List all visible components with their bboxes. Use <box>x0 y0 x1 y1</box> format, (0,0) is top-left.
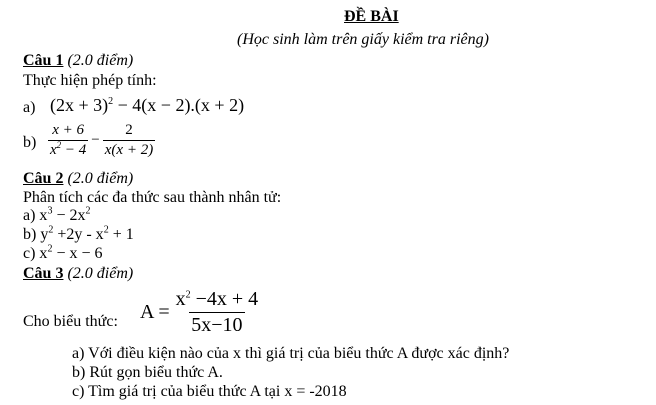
q2-c-end: − x − 6 <box>52 245 103 262</box>
question-2-points: (2.0 điểm) <box>67 170 134 187</box>
q2-a-text: a) x <box>23 207 48 224</box>
q1-b-den1-rest: − 4 <box>61 142 87 158</box>
q2-b-mid: +2y - x <box>53 226 104 243</box>
question-2-c <box>23 245 102 263</box>
question-3-item-a: a) Với điều kiện nào của x thì giá trị của biểu thức A được xác định? <box>72 345 510 362</box>
exam-subtitle: (Học sinh làm trên giấy kiểm tra riêng) <box>237 31 489 48</box>
q1-a-part-2: − 4(x − 2).(x + 2) <box>113 95 245 115</box>
q1-b-numerator-2: 2 <box>125 122 133 138</box>
question-1-b-expression <box>48 122 155 159</box>
question-3-points: (2.0 điểm) <box>67 265 134 282</box>
q1-b-numerator-1: x + 6 <box>52 122 85 138</box>
q2-c-text: c) x <box>23 245 48 262</box>
q1-b-denominator-2: x(x + 2) <box>104 142 154 158</box>
q1-a-exponent: 2 <box>108 96 114 107</box>
question-1-label: Câu 1 <box>23 52 64 69</box>
question-1-a-expression <box>50 95 244 116</box>
q3-denominator: 5x−10 <box>191 314 243 336</box>
q2-b-exp-2: 2 <box>103 224 109 236</box>
q3-num-rest: −4x + 4 <box>190 288 259 310</box>
q1-b-den1-base: x <box>50 142 57 158</box>
question-1-prompt: Thực hiện phép tính: <box>23 72 157 89</box>
question-2-heading <box>23 170 133 188</box>
exam-title: ĐỀ BÀI <box>344 8 399 25</box>
q2-a-exp-2: 2 <box>85 205 91 217</box>
q2-b-end: + 1 <box>108 226 134 243</box>
q2-b-exp-1: 2 <box>48 224 54 236</box>
q1-b-fraction-2 <box>103 122 155 159</box>
question-2-a <box>23 207 90 225</box>
question-3-item-c: c) Tìm giá trị của biểu thức A tại x = -2018 <box>72 383 347 400</box>
question-3-prompt: Cho biểu thức: <box>23 313 118 330</box>
q1-b-den1-exp: 2 <box>56 140 62 150</box>
question-3-label: Câu 3 <box>23 265 64 282</box>
q3-lhs: A = <box>140 301 170 323</box>
q1-a-part-1: (2x + 3) <box>50 95 109 115</box>
question-1-b-label: b) <box>23 134 37 151</box>
q1-b-fraction-1 <box>48 122 88 159</box>
q2-a-mid: − 2x <box>52 207 86 224</box>
question-2-prompt: Phân tích các đa thức sau thành nhân tử: <box>23 189 282 206</box>
question-2-b <box>23 226 134 244</box>
question-3-item-b: b) Rút gọn biểu thức A. <box>72 364 223 381</box>
q1-b-minus: − <box>91 132 100 148</box>
question-1-points: (2.0 điểm) <box>67 52 134 69</box>
q3-num-exp: 2 <box>185 289 191 301</box>
question-2-label: Câu 2 <box>23 170 64 187</box>
q2-b-text: b) y <box>23 226 49 243</box>
q3-numerator <box>174 288 261 312</box>
question-1-heading <box>23 52 133 70</box>
q2-a-exp-1: 3 <box>47 205 53 217</box>
q3-fraction <box>174 288 261 337</box>
q3-num-base: x <box>175 288 186 310</box>
q1-b-denominator-1 <box>48 140 88 159</box>
question-3-expression <box>140 288 260 337</box>
question-1-a-label: a) <box>23 99 36 116</box>
question-3-heading <box>23 265 133 283</box>
q2-c-exp: 2 <box>47 243 53 255</box>
